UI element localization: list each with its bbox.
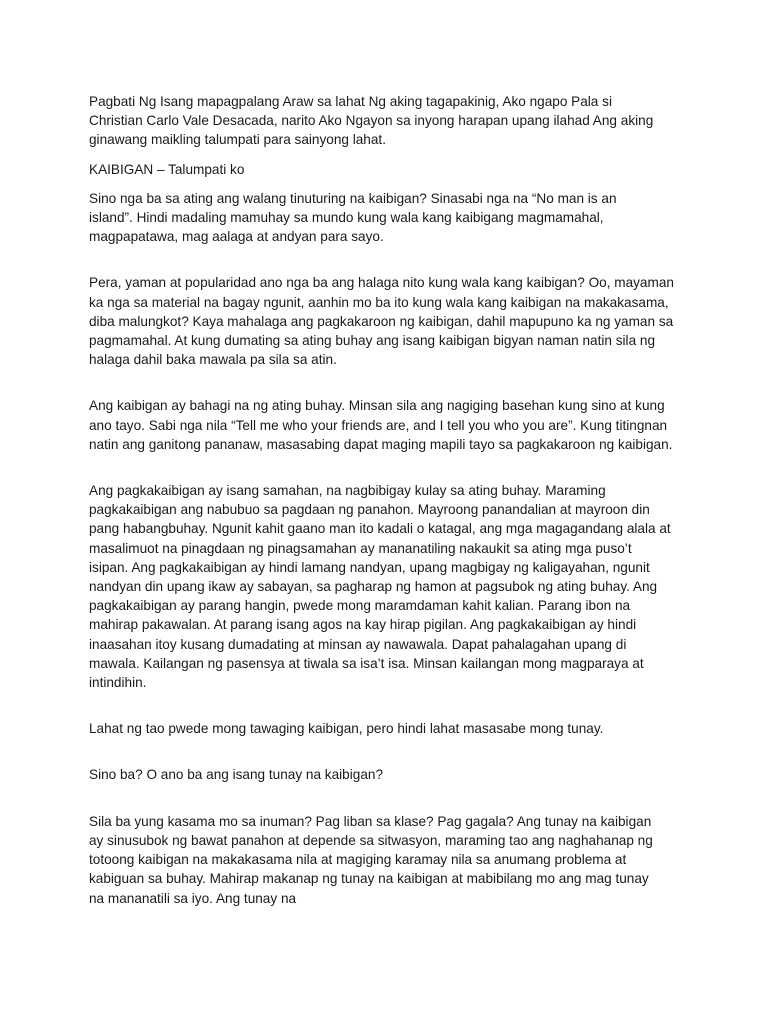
document-body [89, 92, 689, 908]
paragraph-title: KAIBIGAN – Talumpati ko [89, 161, 245, 177]
paragraph-part-of-life: Ang kaibigan ay bahagi na ng ating buhay. Minsan sila ang nagiging basehan kung sino at kung ano tayo. Sabi nga nila “Tell me who your friends are, and I tell you who you are”. Kung titingnan natin ang ganitong pananaw, masasabing dapat maging mapili tayo sa pagkakaroon ng kaibigan. [89, 398, 673, 452]
paragraph-everyone-friend: Lahat ng tao pwede mong tawaging kaibigan, pero hindi lahat masasabe mong tunay. [89, 721, 604, 737]
paragraph-friendship: Ang pagkakaibigan ay isang samahan, na nagbibigay kulay sa ating buhay. Maraming pagkakaibigan ang nabubuo sa pagdaan ng panahon. Mayroong panandalian at mayroon din pang habangbuhay. Ngunit kahit gaano man ito kadali o katagal, ang mga magagandang alala at masalimuot na pinagdaan ng pinagsamahan ay mananatiling nakaukit sa ating mga puso’t isipan. Ang pagkakaibigan ay hindi lamang nandyan, upang magbigay ng kaligayahan, ngunit nandyan din upang ikaw ay sabayan, sa pagharap ng hamon at pagsubok ng ating buhay. Ang pagkakaibigan ay parang hangin, pwede mong maramdaman kahit kalian. Parang ibon na mahirap pakawalan. At parang isang agos na kay hirap pigilan. Ang pagkakaibigan ay hindi inaasahan itoy kusang dumadating at minsan ay nawawala. Dapat pahalagahan upang di mawala. Kailangan ng pasensya at tiwala sa isa’t isa. Minsan kailangan mong magparaya at intindihin. [89, 483, 671, 691]
paragraph-true-friend: Sila ba yung kasama mo sa inuman? Pag liban sa klase? Pag gagala? Ang tunay na kaibigan ay sinusubok ng bawat panahon at depende sa sitwasyon, maraming tao ang naghahanap ng totoong kaibigan na makakasama nila at magiging karamay nila sa anumang problema at kabiguan sa buhay. Mahirap makanap ng tunay na kaibigan at mabibilang mo ang mag tunay na mananatili sa iyo. Ang tunay na [89, 813, 653, 906]
paragraph-question: Sino ba? O ano ba ang isang tunay na kaibigan? [89, 767, 384, 783]
paragraph-greeting: Pagbati Ng Isang mapagpalang Araw sa lahat Ng aking tagapakinig, Ako ngapo Pala si Christian Carlo Vale Desacada, narito Ako Ngayon sa inyong harapan upang ilahad Ang aking ginawang maikling talumpati para sainyong lahat. [89, 94, 654, 148]
paragraph-intro: Sino nga ba sa ating ang walang tinuturing na kaibigan? Sinasabi nga na “No man is an island”. Hindi madaling mamuhay sa mundo kung wala kang kaibigang magmamahal, magpapatawa, mag aalaga at andyan para sayo. [89, 190, 617, 245]
paragraph-wealth: Pera, yaman at popularidad ano nga ba ang halaga nito kung wala kang kaibigan? Oo, mayaman ka nga sa material na bagay ngunit, aanhin mo ba ito kung wala kang kaibigan na makakasama, diba malungkot? Kaya mahalaga ang pagkakaroon ng kaibigan, dahil mapupuno ka ng yaman sa pagmamahal. At kung dumating sa ating buhay ang isang kaibigan bigyan naman natin sila ng halaga dahil baka mawala pa sila sa atin. [89, 275, 674, 368]
